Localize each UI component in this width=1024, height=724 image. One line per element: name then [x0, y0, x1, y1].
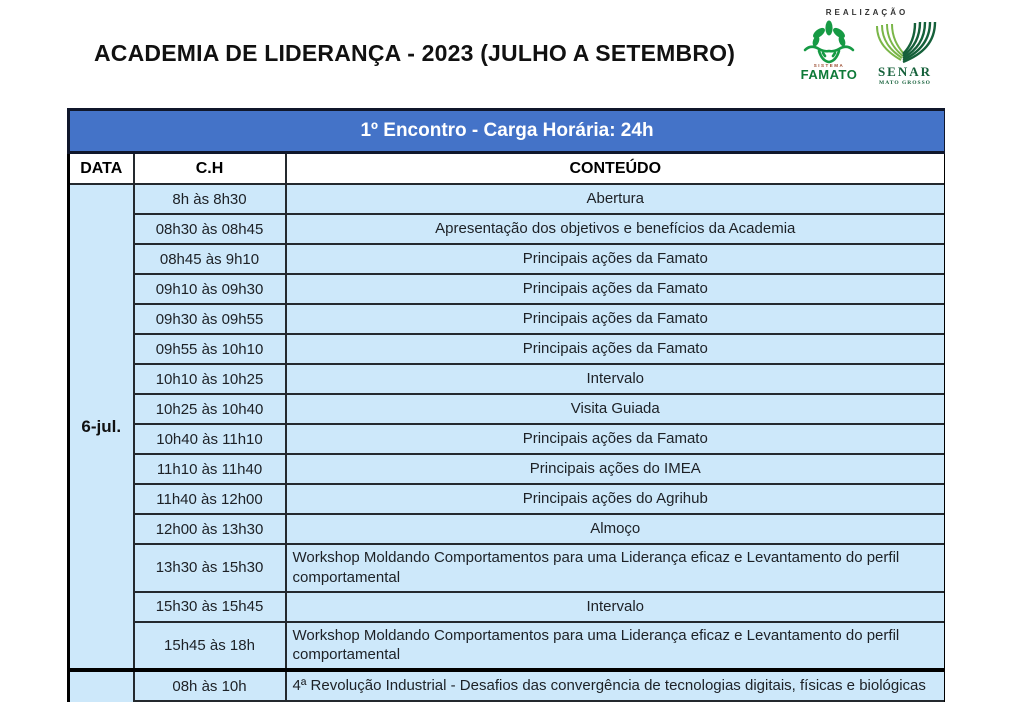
content-cell: Workshop Moldando Comportamentos para uma Liderança eficaz e Levantamento do perfil comportamental — [286, 622, 946, 671]
table-row — [69, 484, 946, 514]
table-row — [69, 424, 946, 454]
ch-cell: 11h40 às 12h00 — [134, 484, 286, 514]
senar-logo — [871, 20, 939, 86]
famato-system-label: SISTEMA — [813, 63, 845, 68]
realization-logos — [792, 8, 942, 86]
ch-cell: 12h00 às 13h30 — [134, 514, 286, 544]
ch-cell: 13h30 às 15h30 — [134, 544, 286, 592]
schedule-table-body — [69, 184, 946, 702]
page-title: ACADEMIA DE LIDERANÇA - 2023 (JULHO A SETEMBRO) — [94, 40, 736, 66]
table-row — [69, 214, 946, 244]
table-row — [69, 244, 946, 274]
column-header-row — [69, 153, 946, 185]
realization-label: REALIZAÇÃO — [825, 8, 909, 17]
content-cell: 4ª Revolução Industrial - Desafios das convergência de tecnologias digitais, físicas e biológicas — [286, 670, 946, 701]
table-row — [69, 454, 946, 484]
ch-cell: 09h30 às 09h55 — [134, 304, 286, 334]
ch-cell: 09h10 às 09h30 — [134, 274, 286, 304]
content-cell: Principais ações da Famato — [286, 244, 946, 274]
schedule-table-container — [67, 108, 945, 702]
ch-cell: 10h25 às 10h40 — [134, 394, 286, 424]
content-cell: Intervalo — [286, 364, 946, 394]
column-header-conteudo: CONTEÚDO — [286, 153, 946, 185]
content-cell: Almoço — [286, 514, 946, 544]
table-row — [69, 514, 946, 544]
table-row — [69, 184, 946, 214]
column-header-ch: C.H — [134, 153, 286, 185]
table-row — [69, 622, 946, 671]
date-cell — [69, 670, 134, 702]
content-cell: Intervalo — [286, 592, 946, 622]
content-cell: Principais ações do IMEA — [286, 454, 946, 484]
famato-logo — [795, 20, 863, 82]
content-cell: Principais ações da Famato — [286, 274, 946, 304]
column-header-data: DATA — [69, 153, 134, 185]
encounter-banner-row — [69, 110, 946, 153]
senar-wing-icon — [871, 20, 939, 64]
ch-cell: 11h10 às 11h40 — [134, 454, 286, 484]
ch-cell: 10h40 às 11h10 — [134, 424, 286, 454]
content-cell: Principais ações da Famato — [286, 334, 946, 364]
table-row — [69, 701, 946, 702]
table-row — [69, 304, 946, 334]
date-cell: 6-jul. — [69, 184, 134, 670]
content-cell — [286, 701, 946, 702]
famato-name-label: FAMATO — [800, 67, 858, 82]
senar-name-label: SENAR — [877, 64, 933, 79]
famato-plant-bull-icon — [795, 20, 863, 64]
ch-cell: 08h às 10h — [134, 670, 286, 701]
content-cell: Principais ações da Famato — [286, 424, 946, 454]
content-cell: Visita Guiada — [286, 394, 946, 424]
ch-cell: 8h às 8h30 — [134, 184, 286, 214]
schedule-table — [67, 108, 945, 702]
ch-cell: 15h30 às 15h45 — [134, 592, 286, 622]
table-row — [69, 544, 946, 592]
encounter-banner: 1º Encontro - Carga Horária: 24h — [69, 110, 946, 153]
ch-cell: 10h10 às 10h25 — [134, 364, 286, 394]
content-cell: Principais ações do Agrihub — [286, 484, 946, 514]
table-row — [69, 364, 946, 394]
senar-region-label: MATO GROSSO — [879, 80, 931, 86]
table-row — [69, 592, 946, 622]
table-row — [69, 274, 946, 304]
table-row — [69, 334, 946, 364]
table-row — [69, 670, 946, 701]
content-cell: Apresentação dos objetivos e benefícios da Academia — [286, 214, 946, 244]
content-cell: Workshop Moldando Comportamentos para uma Liderança eficaz e Levantamento do perfil comportamental — [286, 544, 946, 592]
ch-cell: 09h55 às 10h10 — [134, 334, 286, 364]
ch-cell — [134, 701, 286, 702]
ch-cell: 08h30 às 08h45 — [134, 214, 286, 244]
ch-cell: 15h45 às 18h — [134, 622, 286, 671]
ch-cell: 08h45 às 9h10 — [134, 244, 286, 274]
table-row — [69, 394, 946, 424]
content-cell: Abertura — [286, 184, 946, 214]
content-cell: Principais ações da Famato — [286, 304, 946, 334]
